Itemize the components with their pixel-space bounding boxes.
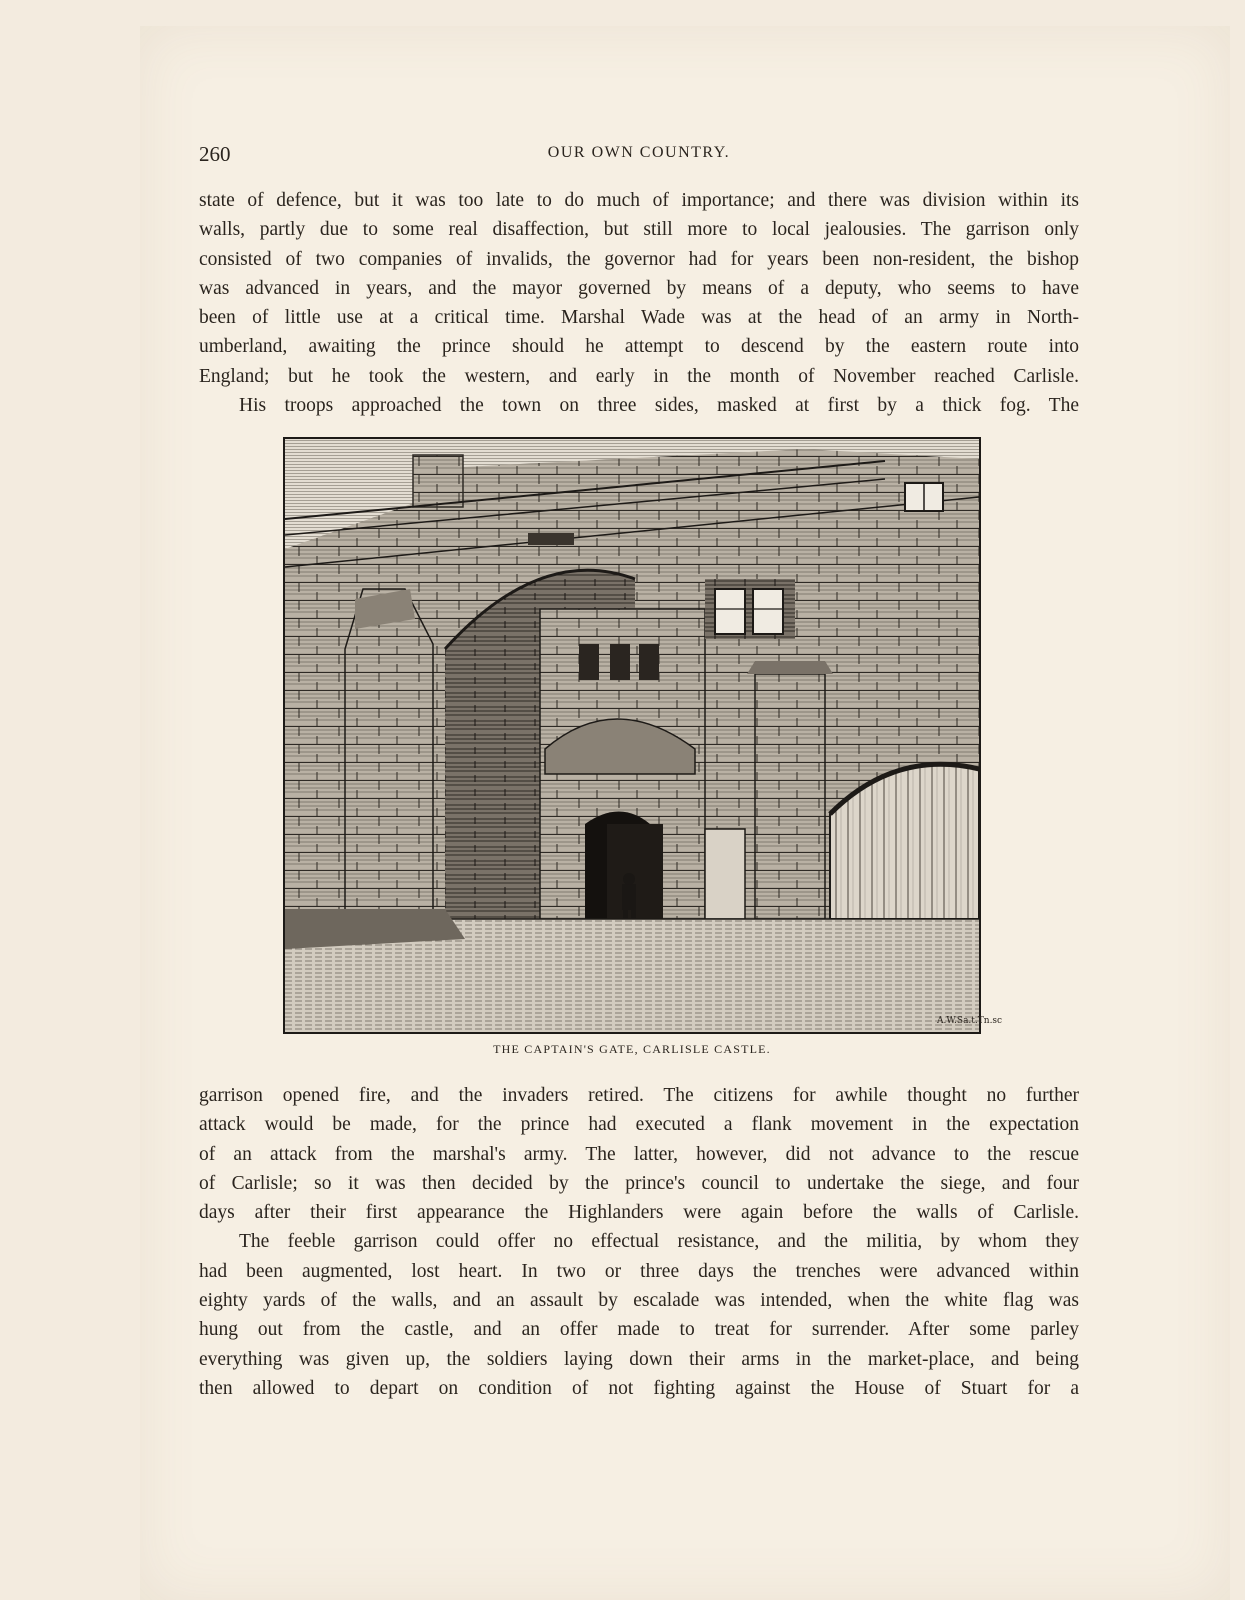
- page-header: [199, 140, 1079, 170]
- text-line: umberland, awaiting the prince should he attempt to descend by the eastern route into: [199, 336, 1079, 358]
- text-line: state of defence, but it was too late to do much of importance; and there was division within its: [199, 190, 1079, 211]
- castle-gate-engraving: [285, 439, 1003, 1032]
- text-line: attack would be made, for the prince had executed a flank movement in the expectation: [199, 1114, 1079, 1136]
- text-line: been of little use at a critical time. Marshal Wade was at the head of an army in North-: [199, 307, 1079, 329]
- figure-caption: THE CAPTAIN'S GATE, CARLISLE CASTLE.: [493, 1042, 771, 1056]
- text-line: eighty yards of the walls, and an assault by escalade was intended, when the white flag was: [199, 1290, 1079, 1312]
- text-line: had been augmented, lost heart. In two or three days the trenches were advanced within: [199, 1260, 1079, 1282]
- text-line: garrison opened fire, and the invaders retired. The citizens for awhile thought no further: [199, 1085, 1079, 1106]
- text-line: walls, partly due to some real disaffection, but still more to local jealousies. The garrison only: [199, 219, 1079, 241]
- text-block-bottom: [199, 1081, 1079, 1403]
- text-block-top: [199, 186, 1079, 420]
- text-line: The feeble garrison could offer no effectual resistance, and the militia, by whom they: [239, 1231, 1079, 1253]
- text-line: days after their first appearance the Highlanders were again before the walls of Carlisle.: [199, 1202, 1079, 1224]
- text-line: of Carlisle; so it was then decided by the prince's council to undertake the siege, and four: [199, 1172, 1079, 1194]
- engraving-illustration: [283, 437, 1003, 1034]
- text-line: then allowed to depart on condition of not fighting against the House of Stuart for a: [199, 1377, 1079, 1399]
- engraver-signature: A.W.Sa.t.Tn.sc: [937, 1016, 1003, 1026]
- text-line: His troops approached the town on three sides, masked at first by a thick fog. The: [239, 395, 1079, 417]
- page-number: 260: [199, 142, 231, 166]
- running-title: OUR OWN COUNTRY.: [547, 144, 731, 161]
- text-line: hung out from the castle, and an offer made to treat for surrender. After some parley: [199, 1319, 1079, 1341]
- text-line: England; but he took the western, and early in the month of November reached Carlisle.: [199, 365, 1079, 387]
- text-line: was advanced in years, and the mayor governed by means of a deputy, who seems to have: [199, 277, 1079, 299]
- text-line: everything was given up, the soldiers laying down their arms in the market-place, and being: [199, 1348, 1079, 1370]
- text-line: consisted of two companies of invalids, the governor had for years been non-resident, the bishop: [199, 248, 1079, 270]
- text-line: of an attack from the marshal's army. The latter, however, did not advance to the rescue: [199, 1143, 1079, 1165]
